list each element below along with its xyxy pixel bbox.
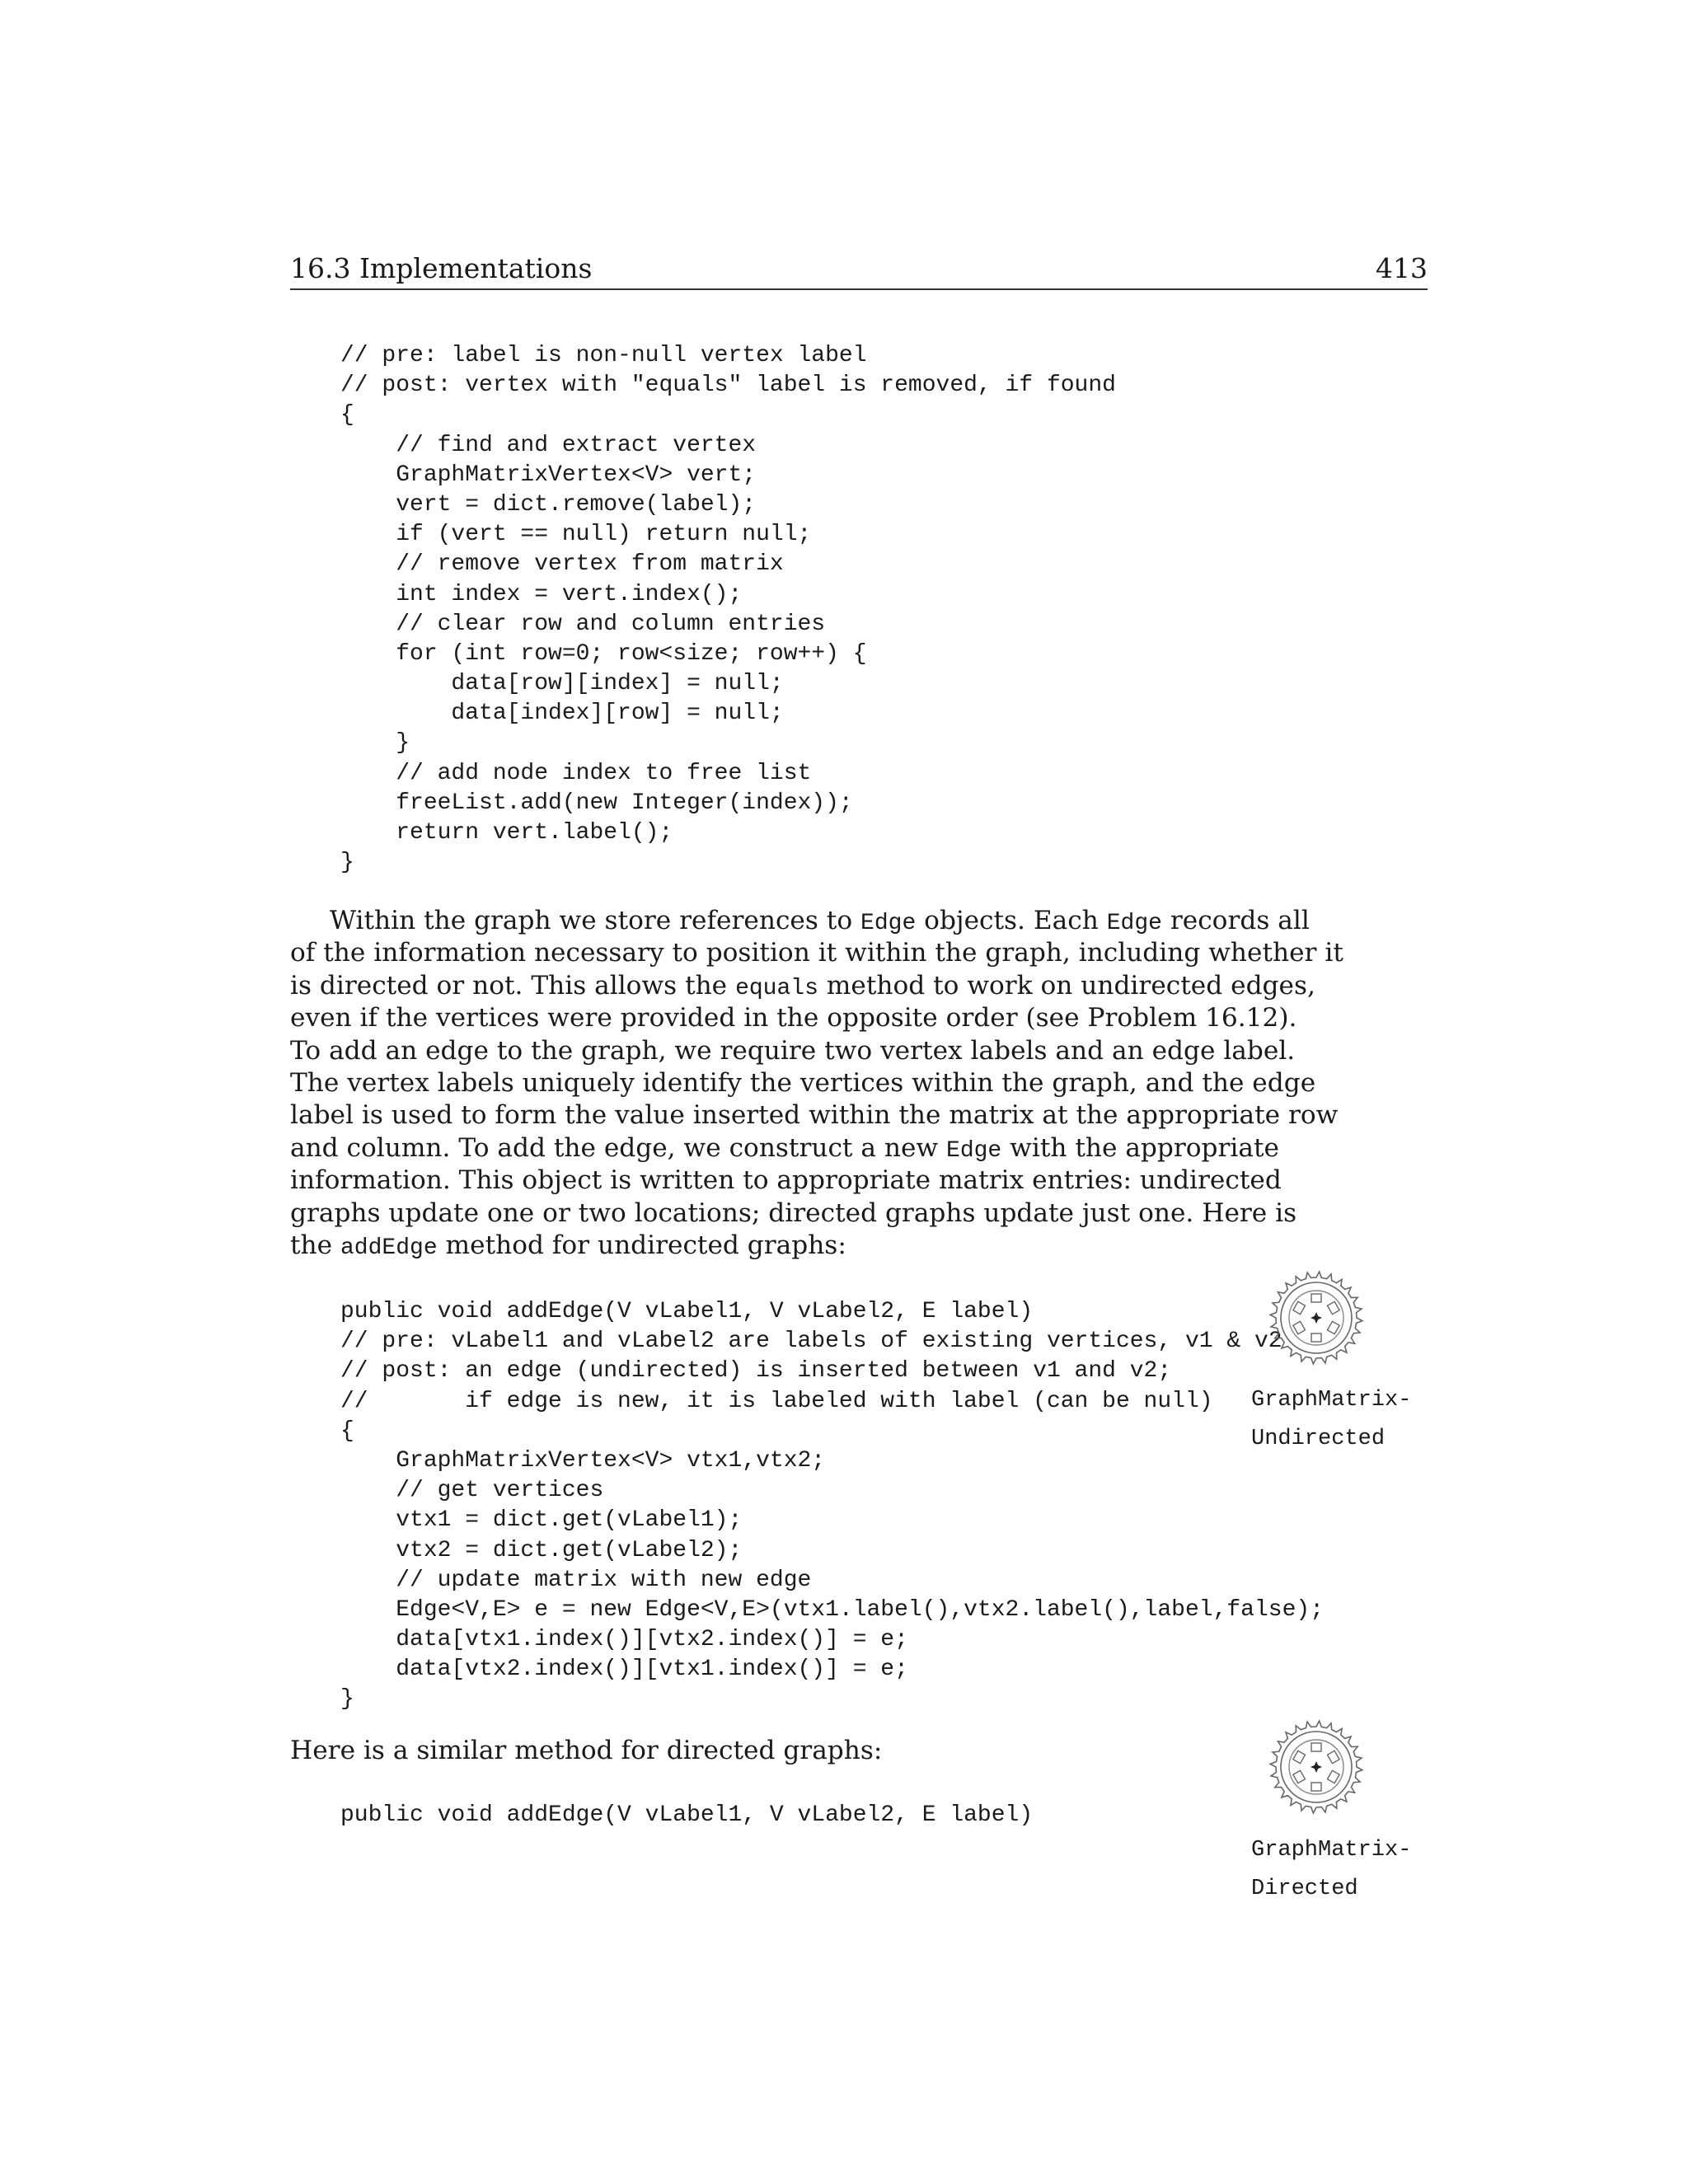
code-line: {: [340, 1418, 354, 1444]
code-line: {: [340, 402, 354, 429]
code-line: int index = vert.index();: [340, 581, 743, 607]
code-line: // pre: label is non-null vertex label: [340, 343, 867, 368]
code-line: // update matrix with new edge: [340, 1567, 812, 1593]
code-line: // remove vertex from matrix: [340, 551, 784, 578]
inline-code: Edge: [946, 1137, 1002, 1164]
margin-label-directed: GraphMatrix- Directed: [1251, 1838, 1412, 1901]
paragraph-line: To add an edge to the graph, we require two vertex labels and an edge label.: [290, 1035, 1296, 1066]
inline-code: equals: [735, 975, 818, 1001]
code-line: // add node index to free list: [340, 760, 812, 786]
code-line: }: [340, 730, 410, 757]
code-line: freeList.add(new Integer(index));: [340, 790, 853, 816]
code-line: data[vtx2.index()][vtx1.index()] = e;: [340, 1657, 908, 1683]
code-line: }: [340, 1686, 354, 1713]
code-line: public void addEdge(V vLabel1, V vLabel2, E label): [340, 1299, 1034, 1324]
code-line: GraphMatrixVertex<V> vtx1,vtx2;: [340, 1447, 826, 1474]
inline-code: addEdge: [340, 1235, 438, 1261]
running-head: [290, 249, 1428, 290]
code-line: vtx1 = dict.get(vLabel1);: [340, 1507, 743, 1534]
code-line: data[index][row] = null;: [340, 701, 784, 727]
inline-code: Edge: [1106, 911, 1162, 936]
code-line: GraphMatrixVertex<V> vert;: [340, 462, 757, 488]
code-line: // post: vertex with "equals" label is removed, if found: [340, 373, 1116, 399]
code-block-remove-vertex: [340, 341, 1116, 878]
paragraph-line: Within the graph we store references to Edge objects. Each Edge records all: [330, 906, 1310, 936]
paragraph-line: label is used to form the value inserted within the matrix at the appropriate row: [290, 1100, 1339, 1131]
paragraph-line: is directed or not. This allows the equals method to work on undirected edges,: [290, 970, 1315, 1001]
code-line: // get vertices: [340, 1478, 604, 1504]
paragraph-directed-intro: Here is a similar method for directed graphs:: [290, 1736, 883, 1765]
code-line: for (int row=0; row<size; row++) {: [340, 640, 867, 667]
code-line: data[vtx1.index()][vtx2.index()] = e;: [340, 1627, 908, 1653]
page-number: 413: [1376, 252, 1428, 284]
code-line: // find and extract vertex: [340, 432, 757, 458]
code-line: Edge<V,E> e = new Edge<V,E>(vtx1.label(),vtx2.label(),label,false);: [340, 1596, 1324, 1623]
paragraph-line: graphs update one or two locations; directed graphs update just one. Here is: [290, 1197, 1297, 1228]
gear-icon: [1268, 1718, 1365, 1816]
paragraph-edge-storage: [290, 905, 1343, 1262]
code-line: vert = dict.remove(label);: [340, 491, 757, 518]
paragraph-line: of the information necessary to position it within the graph, including whether it: [290, 938, 1343, 968]
paragraph-line: and column. To add the edge, we construct a new Edge with the appropriate: [290, 1132, 1279, 1164]
paragraph-line: information. This object is written to appropriate matrix entries: undirected: [290, 1165, 1282, 1196]
code-line: // post: an edge (undirected) is inserted between v1 and v2;: [340, 1358, 1172, 1385]
inline-code: Edge: [860, 911, 917, 936]
section-title: 16.3 Implementations: [290, 252, 593, 284]
code-line: vtx2 = dict.get(vLabel2);: [340, 1537, 743, 1563]
paragraph-line: The vertex labels uniquely identify the vertices within the graph, and the edge: [290, 1067, 1316, 1098]
code-line: }: [340, 850, 354, 876]
code-line: data[row][index] = null;: [340, 671, 784, 697]
code-line: // if edge is new, it is labeled with label (can be null): [340, 1388, 1213, 1414]
code-line: return vert.label();: [340, 820, 673, 846]
code-line: // pre: vLabel1 and vLabel2 are labels of existing vertices, v1 & v2: [340, 1329, 1282, 1355]
code-block-add-edge-undirected: [340, 1297, 1324, 1715]
paragraph-line: the addEdge method for undirected graphs:: [290, 1230, 846, 1261]
code-line: public void addEdge(V vLabel1, V vLabel2, E label): [340, 1802, 1034, 1828]
code-line: if (vert == null) return null;: [340, 522, 812, 548]
gear-icon: [1268, 1269, 1365, 1366]
paragraph-line: even if the vertices were provided in the opposite order (see Problem 16.12).: [290, 1003, 1297, 1033]
code-block-add-edge-directed: [340, 1801, 1033, 1830]
margin-label-undirected: GraphMatrix- Undirected: [1251, 1388, 1412, 1451]
code-line: // clear row and column entries: [340, 611, 826, 637]
